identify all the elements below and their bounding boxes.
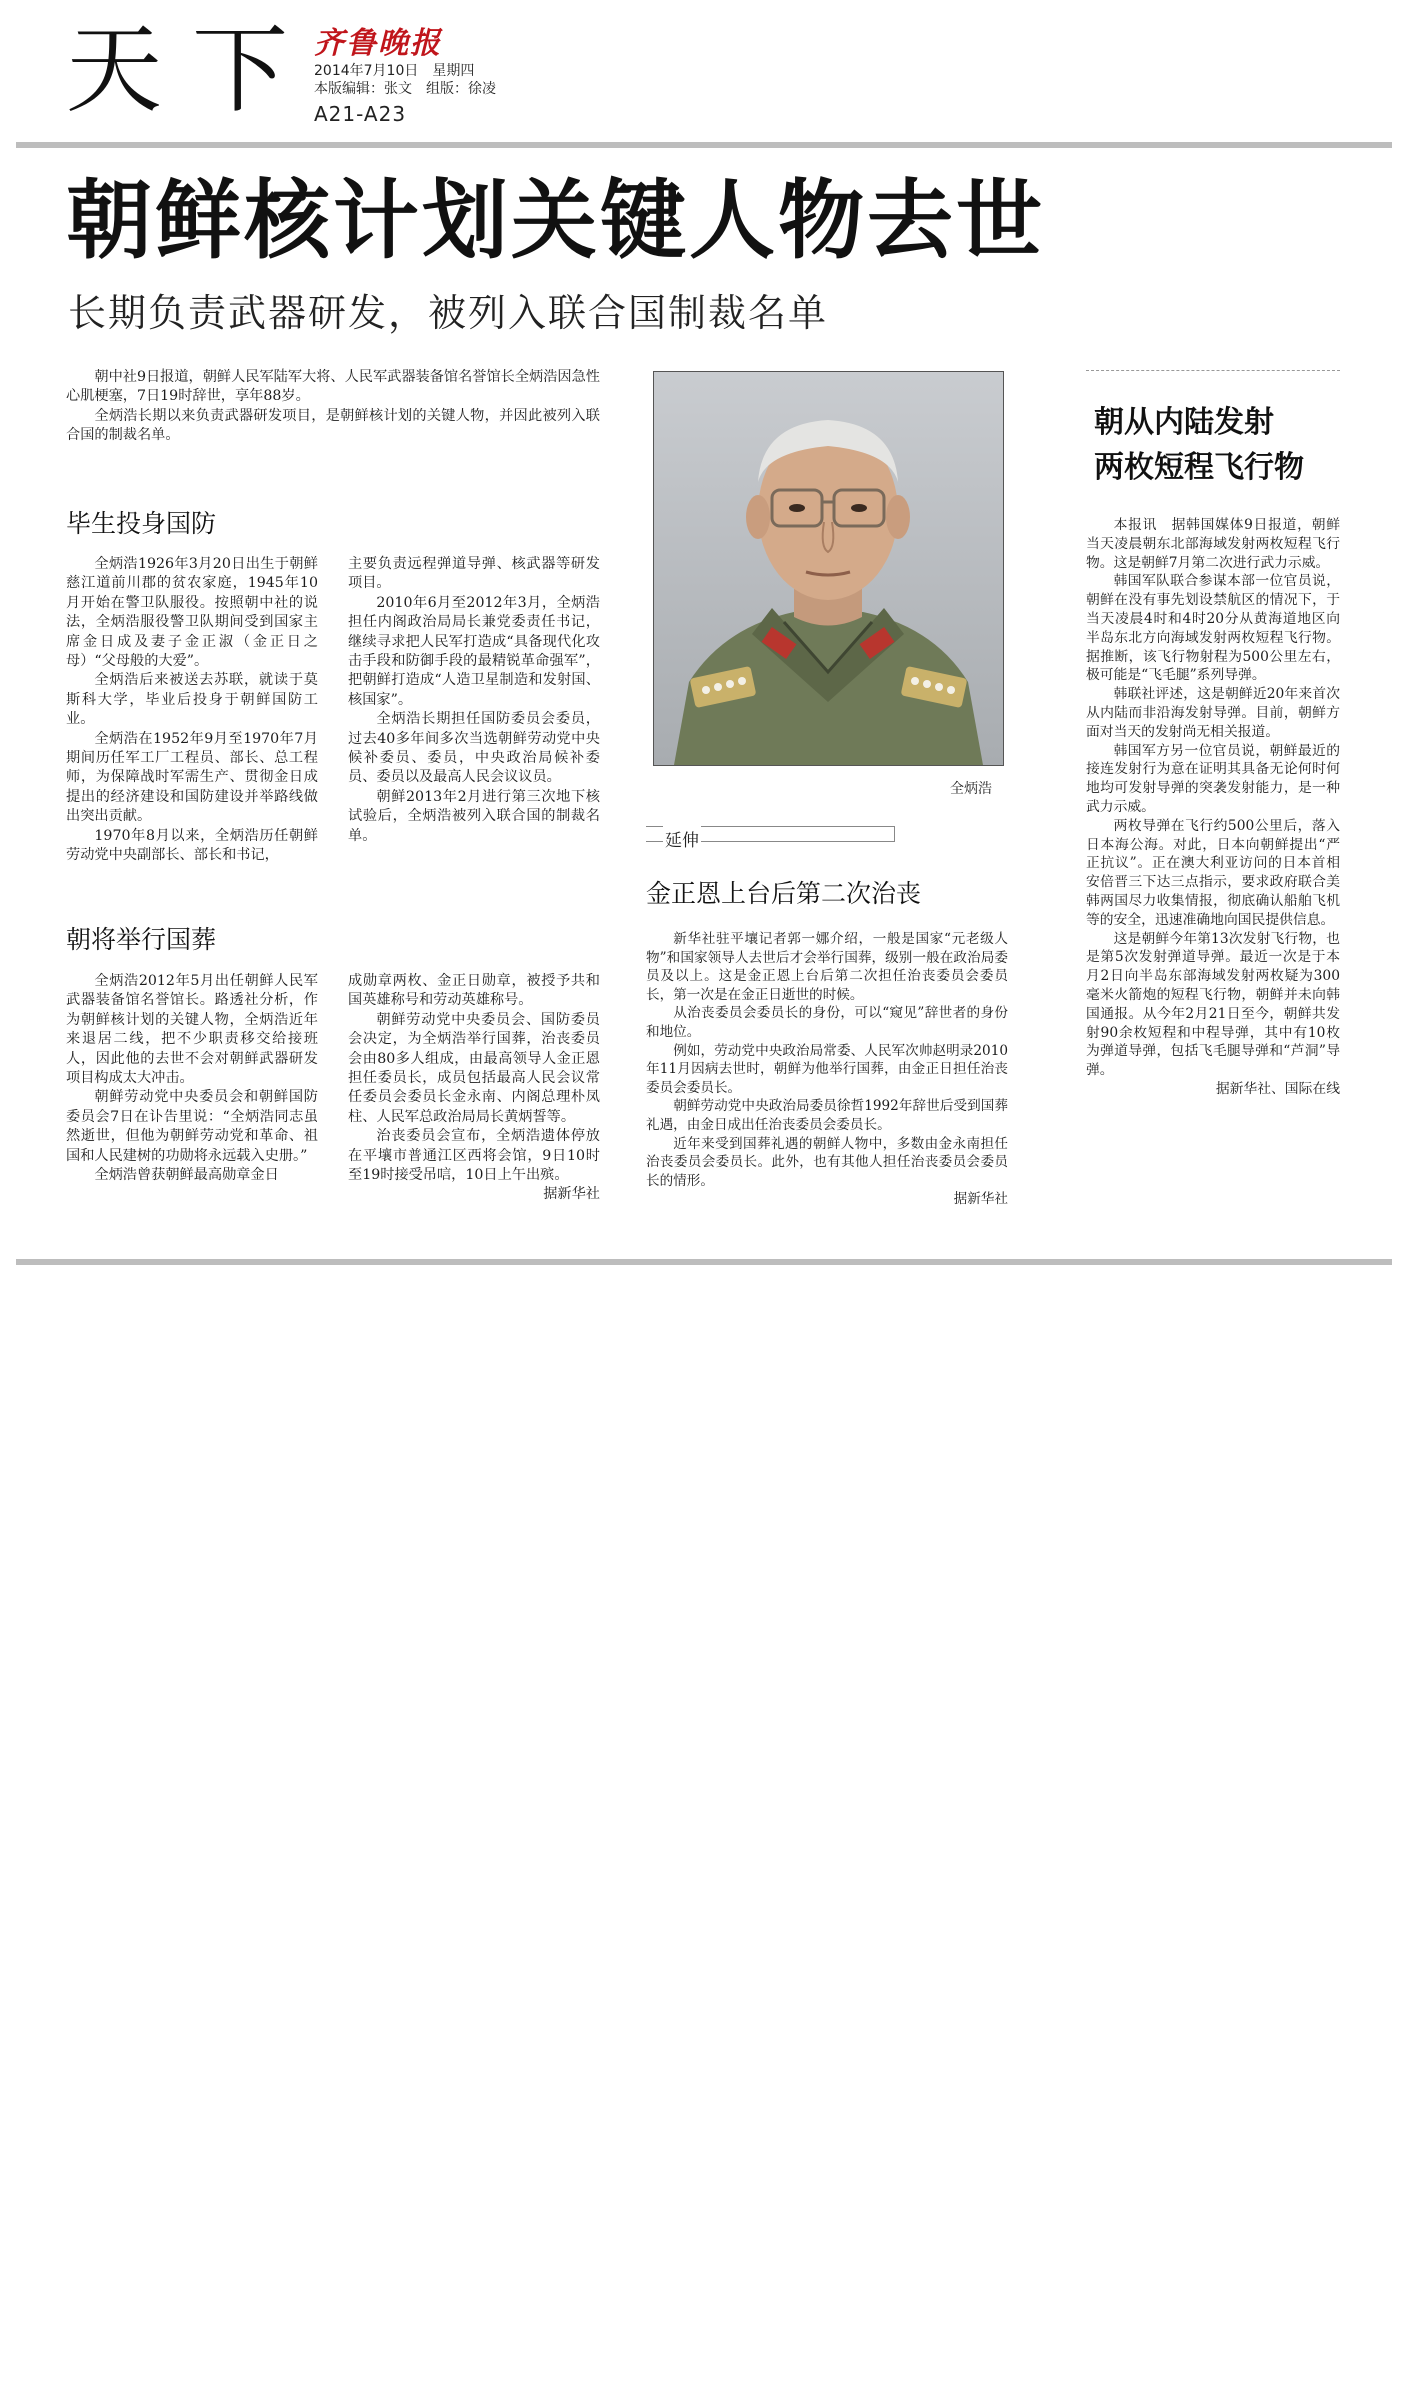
bottom-divider — [16, 1259, 1392, 1265]
layout-credit: 组版：徐凌 — [426, 81, 496, 97]
right-column-body: 本报讯 据韩国媒体9日报道，朝鲜当天凌晨朝东北部海域发射两枚短程飞行物。这是朝鲜7月第二次进行武力示威。 韩国军队联合参谋本部一位官员说，朝鲜在没有事先划设禁航区的情况下，于当天凌晨4时和4时20分从黄海道地区向半岛东北方向海域发射两枚短程飞行物。据推断，该飞行物射程为500公里左右，极可能是“飞毛腿”系列导弹。 韩联社评述，这是朝鲜近20年来首次从内陆而非沿海发射导弹。目前，朝鲜方面对当天的发射尚无相关报道。 韩国军方另一位官员说，朝鲜最近的接连发射行为意在证明其具备无论何时何地均可发射导弹的突袭发射能力，是一种武力示威。 两枚导弹在飞行约500公里后，落入日本海公海。对此，日本向朝鲜提出“严正抗议”。正在澳大利亚访问的日本首相安倍晋三下达三点指示，要求政府联合美韩两国尽力收集情报，彻底确认船舶飞机等的安全，迅速准确地向国民提供信息。 这是朝鲜今年第13次发射飞行物，也是第5次发射弹道导弹。最近一次是于本月2日向半岛东部海域发射两枚疑为300毫米火箭炮的短程飞行物，朝鲜并未向韩国通报。从今年2月21日至今，朝鲜共发射90余枚短程和中程导弹，其中有10枚为弹道导弹，包括飞毛腿导弹和“芦洞”导弹。 据新华社、国际在线 — [1086, 517, 1340, 1097]
sub-headline: 长期负责武器研发，被列入联合国制裁名单 — [68, 291, 829, 335]
right-column-rule — [1086, 370, 1340, 372]
issue-weekday: 星期四 — [432, 63, 475, 79]
newspaper-logo: 齐鲁晚报 — [314, 26, 442, 61]
section1-column-1: 全炳浩1926年3月20日出生于朝鲜慈江道前川郡的贫农家庭，1945年10月开始在警卫队服役。按照朝中社的说法，全炳浩服役警卫队期间受到国家主席金日成及妻子金正淑（金正日之母）“父母般的大爱”。 全炳浩后来被送去苏联，就读于莫斯科大学，毕业后投身于朝鲜国防工业。 全炳浩在1952年9月至1970年7月期间历任军工厂工程员、部长、总工程师，为保障战时军需生产、贯彻金日成提出的经济建设和国防建设并举路线做出突出贡献。 1970年8月以来，全炳浩历任朝鲜劳动党中央副部长、部长和书记， — [66, 556, 318, 864]
section1-column-2: 主要负责远程弹道导弹、核武器等研发项目。 2010年6月至2012年3月，全炳浩担任内阁政治局局长兼党委责任书记，继续寻求把人民军打造成“具备现代化攻击手段和防御手段的最精锐革命强军”，把朝鲜打造成“人造卫星制造和发射国、核国家”。 全炳浩长期担任国防委员会委员，过去40多年间多次当选朝鲜劳动党中央候补委员、委员，中央政治局候补委员、委员以及最高人民会议议员。 朝鲜2013年2月进行第三次地下核试验后，全炳浩被列入联合国的制裁名单。 — [348, 556, 600, 844]
portrait-illustration — [654, 372, 1003, 765]
lead-paragraph: 朝中社9日报道，朝鲜人民军陆军大将、人民军武器装备馆名誉馆长全炳浩因急性心肌梗塞，7日19时辞世，享年88岁。 全炳浩长期以来负责武器研发项目，是朝鲜核计划的关键人物，并因此被列入联合国的制裁名单。 — [66, 369, 600, 444]
sidebar-heading: 金正恩上台后第二次治丧 — [646, 879, 922, 908]
main-headline: 朝鲜核计划关键人物去世 — [66, 171, 1045, 271]
section-heading-funeral: 朝将举行国葬 — [66, 925, 217, 954]
editor-credit: 本版编辑：张文 — [314, 81, 412, 97]
issue-date: 2014年7月10日 — [314, 63, 419, 79]
right-column-headline: 朝从内陆发射 两枚短程飞行物 — [1094, 405, 1304, 485]
extend-label: 延伸 — [663, 826, 701, 851]
masthead-info — [314, 62, 510, 98]
photo-caption: 全炳浩 — [950, 781, 992, 797]
section2-column-2: 成勋章两枚、金正日勋章，被授予共和国英雄称号和劳动英雄称号。 朝鲜劳动党中央委员会、国防委员会决定，为全炳浩举行国葬，治丧委员会由80多人组成，由最高领导人金正恩担任委员长，成员包括最高人民会议常任委员会委员长金永南、内阁总理朴凤柱、人民军总政治局局长黄炳誓等。 治丧委员会宣布，全炳浩遗体停放在平壤市普通江区西将会馆，9日10时至19时接受吊唁，10日上午出殡。 据新华社 — [348, 972, 600, 1205]
section-heading-defense: 毕生投身国防 — [66, 509, 217, 538]
section2-column-1: 全炳浩2012年5月出任朝鲜人民军武器装备馆名誉馆长。路透社分析，作为朝鲜核计划的关键人物，全炳浩近年来退居二线，把不少职责移交给接班人，因此他的去世不会对朝鲜武器研发项目构成太大冲击。 朝鲜劳动党中央委员会和朝鲜国防委员会7日在讣告里说：“全炳浩同志虽然逝世，但他为朝鲜劳动党和革命、祖国和人民建树的功勋将永远载入史册。” 全炳浩曾获朝鲜最高勋章金日 — [66, 973, 318, 1184]
portrait-photo — [653, 371, 1004, 766]
sidebar-body: 新华社驻平壤记者郭一娜介绍，一般是国家“元老级人物”和国家领导人去世后才会举行国葬，级别一般在政治局委员及以上。这是金正恩上台后第二次担任治丧委员会委员长，第一次是在金正日逝世的时候。 从治丧委员会委员长的身份，可以“窥见”辞世者的身份和地位。 例如，劳动党中央政治局常委、人民军次帅赵明录2010年11月因病去世时，朝鲜为他举行国葬，由金正日担任治丧委员会委员长。 朝鲜劳动党中央政治局委员徐哲1992年辞世后受到国葬礼遇，由金日成出任治丧委员会委员长。 近年来受到国葬礼遇的朝鲜人物中，多数由金永南担任治丧委员会委员长。此外，也有其他人担任治丧委员会委员长的情形。 据新华社 — [646, 931, 1008, 1208]
right-column-source: 据新华社、国际在线 — [1215, 1080, 1340, 1097]
section-title: 天下 — [66, 14, 318, 126]
page-range: A21-A23 — [314, 102, 407, 126]
source-credit: 据新华社 — [543, 1186, 600, 1203]
sidebar-source: 据新华社 — [953, 1191, 1008, 1208]
top-divider — [16, 142, 1392, 148]
